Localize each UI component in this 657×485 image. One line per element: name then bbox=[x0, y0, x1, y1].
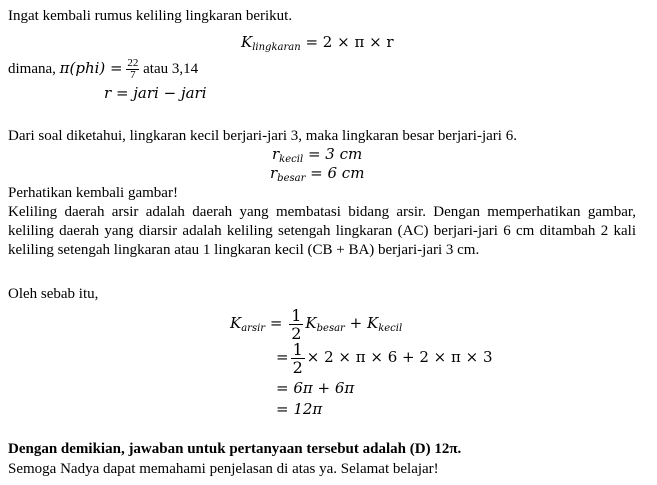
calc-half-den: 2 bbox=[291, 323, 302, 343]
r-kecil-val: = 3 cm bbox=[307, 145, 363, 163]
calc-k2-sub: kecil bbox=[378, 323, 403, 334]
calc-half-num: 1 bbox=[291, 305, 302, 325]
calc-k2: K bbox=[366, 314, 379, 332]
r-besar-val: = 6 cm bbox=[310, 164, 365, 182]
calc-k1-sub: besar bbox=[316, 323, 345, 334]
pi-suffix: atau 3,14 bbox=[143, 60, 199, 77]
explanation-paragraph: Keliling daerah arsir adalah daerah yang membatasi bidang arsir. Dengan memperhatikan gambar, keliling daerah yang diarsir adalah keliling setengah lingkaran (AC) berjari-jari 6 cm ditambah 2 kali keliling setengah lingkaran atau 1 lingkaran kecil (CB + BA) berjari-jari 3 cm. bbox=[8, 204, 636, 258]
calc-eq: = bbox=[269, 314, 283, 332]
pi-frac-den: 7 bbox=[130, 69, 136, 81]
r-kecil-sub: kecil bbox=[279, 154, 304, 165]
formula-lhs-sub: lingkaran bbox=[252, 42, 301, 53]
pi-prefix: dimana, bbox=[8, 60, 56, 77]
r-besar-sym: r bbox=[270, 164, 278, 182]
calc-step2: = $\frac{1}{2}$ × 2 × π × 6 + 2 × π × 3 bbox=[276, 339, 493, 377]
formula-rhs: = 2 × π × r bbox=[305, 33, 394, 51]
pi-text: π(phi) = bbox=[59, 58, 123, 77]
calc-k1: K bbox=[305, 314, 317, 332]
formula-lhs: K bbox=[241, 33, 253, 51]
r-definition: r = jari − jari bbox=[104, 84, 207, 102]
calc-lhs: K bbox=[230, 314, 242, 332]
perhatikan-text: Perhatikan kembali gambar! bbox=[8, 185, 178, 201]
formula-keliling bbox=[241, 33, 394, 57]
calc-step4: = 12π bbox=[276, 400, 323, 418]
r-besar bbox=[270, 164, 364, 188]
soal-info: Dari soal diketahui, lingkaran kecil berjari-jari 3, maka lingkaran besar berjari-jari 6. bbox=[8, 128, 517, 144]
intro-text: Ingat kembali rumus keliling lingkaran berikut. bbox=[8, 8, 293, 24]
calc-step2-fraction bbox=[291, 341, 305, 376]
calc-lhs-sub: arsir bbox=[241, 323, 266, 334]
pi-fraction bbox=[126, 58, 139, 81]
pi-definition bbox=[8, 58, 198, 81]
conclusion-text: Dengan demikian, jawaban untuk pertanyaan tersebut adalah (D) 12π. bbox=[8, 441, 462, 457]
calc-step2-num: 1 bbox=[292, 339, 303, 359]
calc-plus: + bbox=[349, 314, 363, 332]
oleh-sebab-text: Oleh sebab itu, bbox=[8, 286, 99, 302]
pi-frac-num: 22 bbox=[127, 57, 139, 69]
calc-step2-rest: × 2 × π × 6 + 2 × π × 3 bbox=[306, 348, 493, 366]
calc-step3: = 6π + 6π bbox=[276, 379, 355, 397]
r-kecil-sym: r bbox=[272, 145, 280, 163]
calc-step2-den: 2 bbox=[292, 357, 303, 377]
closing-text: Semoga Nadya dapat memahami penjelasan di atas ya. Selamat belajar! bbox=[8, 461, 439, 477]
r-besar-sub: besar bbox=[277, 173, 306, 184]
